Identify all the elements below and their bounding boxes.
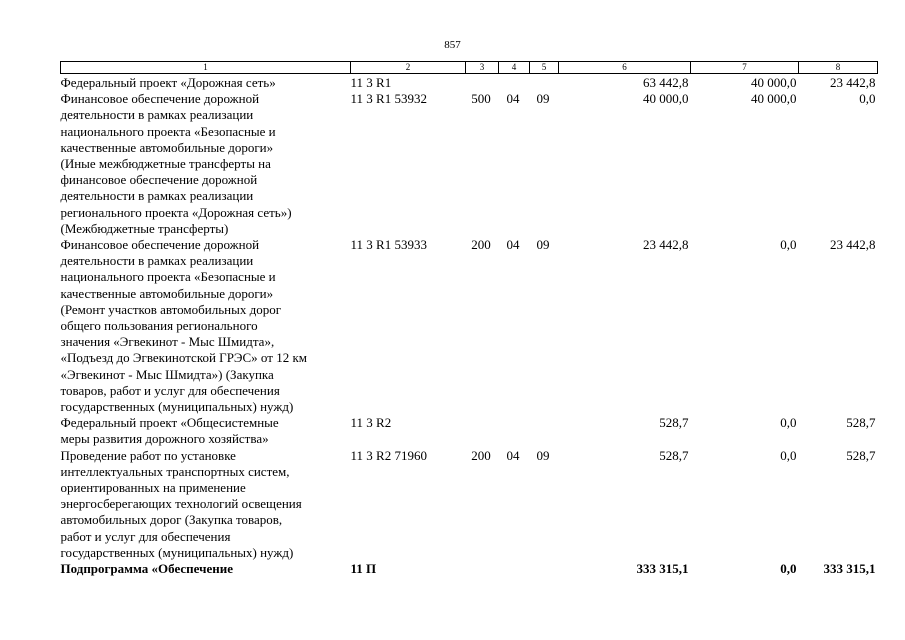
item-name: [61, 415, 351, 447]
subsection-code: [530, 74, 559, 92]
item-name-line: автомобильных дорог (Закупка товаров,: [60, 512, 283, 528]
header-col-7: 7: [691, 62, 799, 74]
amount-regional: 333 315,1: [823, 561, 876, 577]
item-name: [61, 91, 351, 237]
item-name-line: работ и услуг для обеспечения: [60, 528, 231, 544]
amount-regional: 528,7: [846, 415, 876, 431]
budget-table: [60, 61, 878, 577]
header-col-8: 8: [799, 62, 878, 74]
amount-federal: 40 000,0: [751, 75, 797, 90]
item-name-line: Подпрограмма «Обеспечение: [60, 561, 233, 577]
expense-group: 200: [471, 237, 491, 253]
item-name-line: интеллектуальных транспортных систем,: [60, 463, 290, 479]
item-name: [61, 561, 351, 577]
expense-group: [466, 74, 499, 92]
subsection-code: 09: [536, 91, 550, 107]
item-name-line: (Иные межбюджетные трансферты на: [60, 156, 271, 172]
budget-code: 11 3 R1: [350, 75, 392, 90]
amount-regional: 23 442,8: [830, 237, 876, 253]
budget-code: 11 3 R1 53932: [350, 91, 427, 107]
item-name-line: меры развития дорожного хозяйства»: [60, 431, 269, 447]
item-name: [61, 74, 351, 92]
item-name: [61, 237, 351, 415]
expense-group: [466, 415, 499, 447]
item-name-line: общего пользования регионального: [60, 318, 258, 334]
item-name-line: деятельности в рамках реализации: [60, 107, 254, 123]
amount-federal: 0,0: [780, 415, 797, 431]
section-code: [499, 415, 530, 447]
item-name-line: государственных (муниципальных) нужд): [60, 399, 294, 415]
section-code: 04: [506, 447, 520, 463]
item-name-line: качественные автомобильные дороги»: [60, 139, 274, 155]
amount-total: 528,7: [659, 415, 689, 431]
amount-total: 40 000,0: [643, 91, 689, 107]
item-name-line: регионального проекта «Дорожная сеть»): [60, 204, 292, 220]
subsection-code: 09: [536, 447, 550, 463]
item-name-line: Проведение работ по установке: [60, 447, 236, 463]
amount-federal: 0,0: [780, 237, 797, 253]
column-number-header: [61, 62, 878, 74]
item-name-line: государственных (муниципальных) нужд): [60, 544, 294, 560]
expense-group: 200: [471, 447, 491, 463]
item-name-line: Финансовое обеспечение дорожной: [60, 237, 260, 253]
table-row: [61, 448, 878, 561]
header-col-3: 3: [466, 62, 499, 74]
header-col-1: 1: [61, 62, 351, 74]
item-name-line: Федеральный проект «Дорожная сеть»: [60, 75, 276, 90]
budget-table-body: [61, 74, 878, 578]
table-row: [61, 415, 878, 447]
amount-total: 23 442,8: [643, 237, 689, 253]
header-col-6: 6: [559, 62, 691, 74]
subsection-code: 09: [536, 237, 550, 253]
table-row: [61, 74, 878, 92]
item-name-line: ориентированных на применение: [60, 480, 246, 496]
item-name-line: Федеральный проект «Общесистемные: [60, 415, 279, 431]
amount-regional: 0,0: [859, 91, 876, 107]
item-name-line: «Эгвекинот - Мыс Шмидта») (Закупка: [60, 366, 274, 382]
item-name-line: национального проекта «Безопасные и: [60, 269, 276, 285]
table-row: [61, 237, 878, 415]
item-name-line: (Ремонт участков автомобильных дорог: [60, 301, 282, 317]
item-name-line: «Подъезд до Эгвекинотской ГРЭС» от 12 км: [60, 350, 307, 366]
amount-federal: 40 000,0: [751, 91, 797, 107]
item-name-line: деятельности в рамках реализации: [60, 253, 254, 269]
section-code: [499, 74, 530, 92]
section-code: 04: [506, 91, 520, 107]
header-col-5: 5: [530, 62, 559, 74]
item-name-line: национального проекта «Безопасные и: [60, 123, 276, 139]
item-name-line: (Межбюджетные трансферты): [60, 220, 229, 236]
item-name: [61, 448, 351, 561]
section-code: [499, 561, 530, 577]
item-name-line: финансовое обеспечение дорожной: [60, 172, 258, 188]
budget-code: 11 П: [350, 561, 377, 577]
amount-regional: 528,7: [846, 447, 876, 463]
amount-regional: 23 442,8: [830, 75, 876, 90]
budget-code: 11 3 R1 53933: [350, 237, 427, 253]
item-name-line: Финансовое обеспечение дорожной: [60, 91, 260, 107]
item-name-line: деятельности в рамках реализации: [60, 188, 254, 204]
item-name-line: товаров, работ и услуг для обеспечения: [60, 382, 280, 398]
subsection-code: [530, 415, 559, 447]
item-name-line: значения «Эгвекинот - Мыс Шмидта»,: [60, 334, 275, 350]
header-col-4: 4: [499, 62, 530, 74]
subsection-code: [530, 561, 559, 577]
amount-federal: 0,0: [780, 561, 797, 577]
budget-code: 11 3 R2 71960: [350, 447, 427, 463]
table-row: [61, 561, 878, 577]
budget-code: 11 3 R2: [350, 415, 392, 431]
expense-group: 500: [471, 91, 491, 107]
table-row: [61, 91, 878, 237]
item-name-line: качественные автомобильные дороги»: [60, 285, 274, 301]
amount-total: 63 442,8: [643, 75, 689, 90]
section-code: 04: [506, 237, 520, 253]
item-name-line: энергосберегающих технологий освещения: [60, 496, 302, 512]
amount-total: 333 315,1: [636, 561, 689, 577]
amount-federal: 0,0: [780, 447, 797, 463]
header-col-2: 2: [351, 62, 466, 74]
page-number: 857: [444, 39, 461, 51]
expense-group: [466, 561, 499, 577]
amount-total: 528,7: [659, 447, 689, 463]
